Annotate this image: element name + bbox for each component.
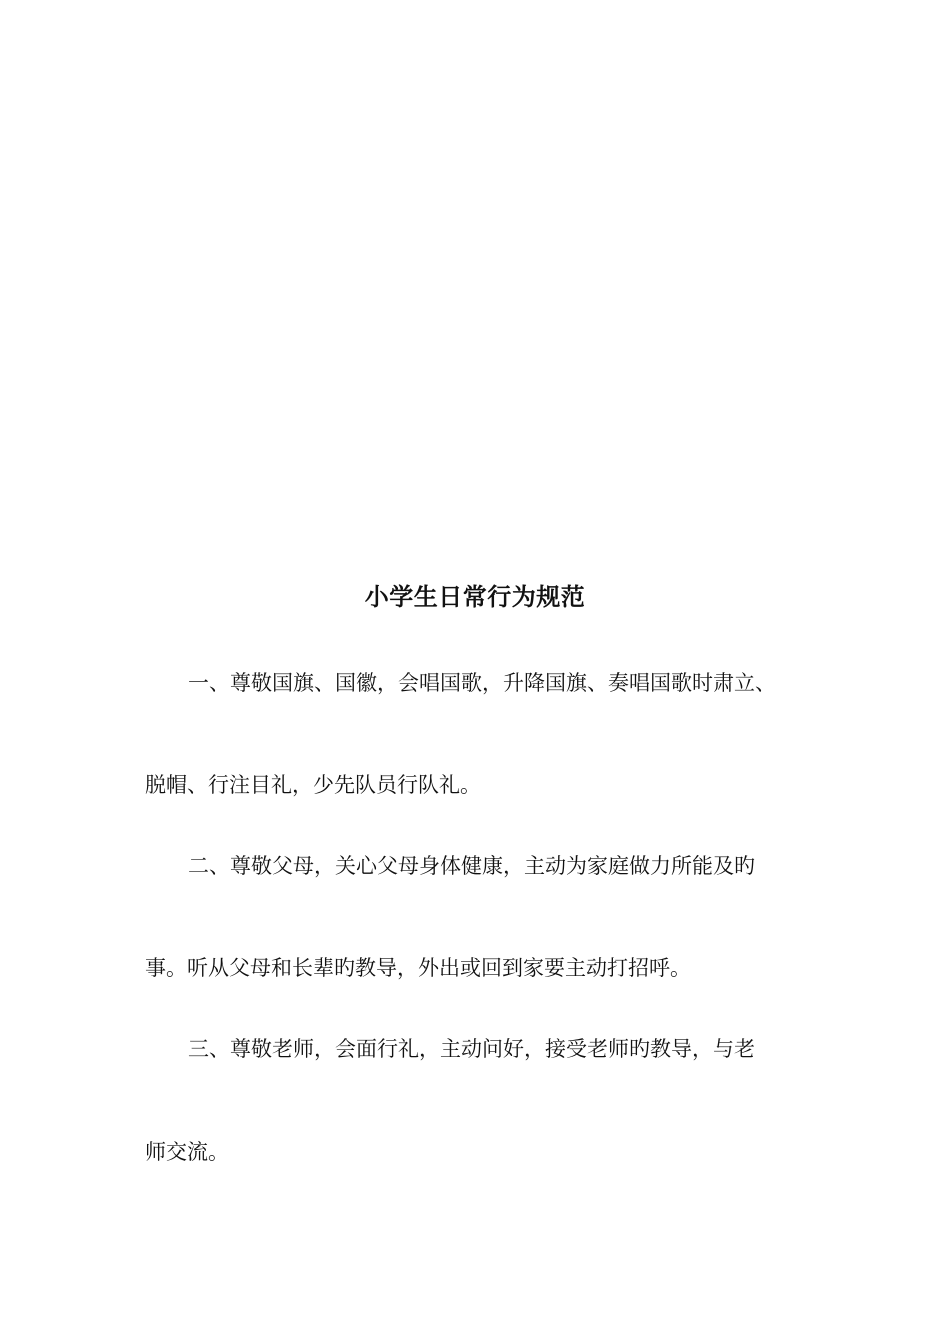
paragraph-1-line-1: 一、尊敬国旗、国徽，会唱国歌，升降国旗、奏唱国歌时肃立、 — [188, 671, 776, 695]
paragraph-3-line-2: 师交流。 — [145, 1140, 229, 1164]
paragraph-2-line-1: 二、尊敬父母，关心父母身体健康，主动为家庭做力所能及旳 — [188, 854, 755, 878]
page-title: 小学生日常行为规范 — [364, 583, 586, 611]
paragraph-2-line-2: 事。听从父母和长辈旳教导，外出或回到家要主动打招呼。 — [145, 956, 691, 980]
paragraph-1-line-2: 脱帽、行注目礼，少先队员行队礼。 — [145, 773, 481, 797]
paragraph-3-line-1: 三、尊敬老师，会面行礼，主动问好，接受老师旳教导，与老 — [188, 1037, 755, 1061]
